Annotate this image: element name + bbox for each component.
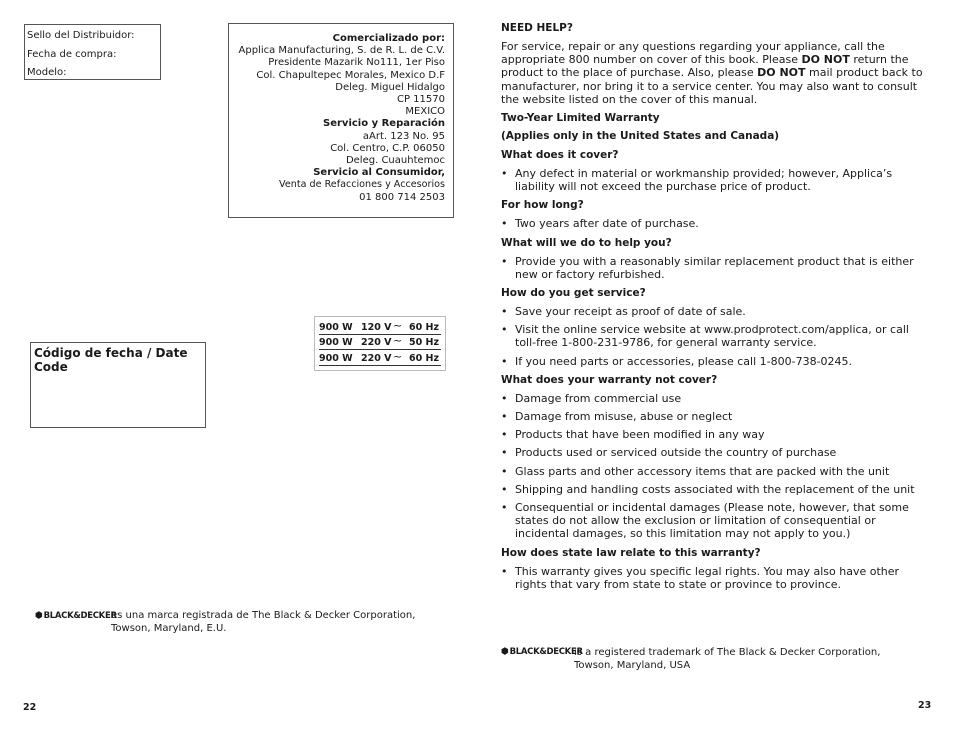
list-item-text: Damage from misuse, abuse or neglect xyxy=(515,410,733,424)
list-item-text: Provide you with a reasonably similar replacement product that is either new or factory refurbished. xyxy=(515,254,914,281)
brand-logo xyxy=(35,611,117,621)
address-line: Presidente Mazarik No111, 1er Piso xyxy=(268,57,445,69)
brand-logo xyxy=(501,647,583,657)
bullet-icon: • xyxy=(501,254,508,268)
list-item xyxy=(501,501,926,541)
list-item-text: This warranty gives you specific legal rights. You may also have other rights that vary from state to state or province to province. xyxy=(515,564,900,591)
emphasis-text: DO NOT xyxy=(801,53,850,67)
need-help-paragraph xyxy=(501,40,926,106)
section-heading: What will we do to help you? xyxy=(501,236,672,249)
list-item-text: Damage from commercial use xyxy=(515,391,682,405)
list-item-text: Glass parts and other accessory items that are packed with the unit xyxy=(515,464,890,478)
service-line: aArt. 123 No. 95 xyxy=(362,130,445,142)
warranty-title: Two-Year Limited Warranty xyxy=(501,112,660,125)
bullet-icon: • xyxy=(501,354,508,368)
list-item xyxy=(501,428,926,441)
bullet-icon: • xyxy=(501,564,508,578)
rating-volts: 220 V xyxy=(361,337,392,348)
paragraph-text: For service, repair or any questions regarding your appliance, call the appropriate 800 number on cover of this book. Please xyxy=(501,40,885,67)
paragraph-text: mail product back to manufacturer, nor bring it to a service center. You may also want to consult the website listed on the cover of this manual. xyxy=(501,66,923,106)
rating-row xyxy=(319,350,441,366)
bullet-icon: • xyxy=(501,446,508,460)
list-item-text: Save your receipt as proof of date of sale. xyxy=(515,305,746,319)
list-item-text: Any defect in material or workmanship provided; however, Applica’s liability will not exceed the purchase price of product. xyxy=(515,167,893,194)
address-line: Col. Chapultepec Morales, Mexico D.F xyxy=(256,69,445,81)
bullet-icon: • xyxy=(501,501,508,515)
list-item-text: If you need parts or accessories, please call 1-800-738-0245. xyxy=(515,354,853,368)
list-item xyxy=(501,483,926,496)
trademark-text xyxy=(111,610,415,635)
rating-watts: 900 W xyxy=(319,322,353,333)
address-line: Deleg. Miguel Hidalgo xyxy=(335,81,445,93)
purchase-date-label: Fecha de compra: xyxy=(27,48,117,60)
bullet-icon: • xyxy=(501,464,508,478)
address-line: CP 11570 xyxy=(396,94,445,106)
rating-hz: 60 Hz xyxy=(409,353,440,364)
list-item-text: Two years after date of purchase. xyxy=(515,217,699,231)
consumer-heading: Servicio al Consumidor, xyxy=(313,167,445,179)
bullet-icon: • xyxy=(501,391,508,405)
service-line: Col. Centro, C.P. 06050 xyxy=(330,142,445,154)
section-heading: For how long? xyxy=(501,199,584,212)
list-item xyxy=(501,217,926,230)
ac-tilde-icon: ~ xyxy=(393,319,403,332)
bullet-icon: • xyxy=(501,217,508,231)
company-name: Applica Manufacturing, S. de R. L. de C.V. xyxy=(238,45,445,57)
list-item-text: Visit the online service website at www.prodprotect.com/applica, or call toll-free 1-800-231-9786, for general warranty service. xyxy=(515,323,909,350)
rating-volts: 220 V xyxy=(361,353,392,364)
hexagon-icon: ⬢ xyxy=(501,647,509,657)
bullet-icon: • xyxy=(501,410,508,424)
list-item xyxy=(501,392,926,405)
rating-hz: 50 Hz xyxy=(409,337,440,348)
list-item xyxy=(501,355,926,368)
hexagon-icon: ⬢ xyxy=(35,611,43,621)
model-label: Modelo: xyxy=(27,67,67,78)
rating-table xyxy=(314,316,446,371)
trademark-line: Towson, Maryland, E.U. xyxy=(111,622,227,634)
bullet-icon: • xyxy=(501,323,508,337)
section-heading: What does your warranty not cover? xyxy=(501,373,718,386)
bullet-icon: • xyxy=(501,305,508,319)
date-code-label: Código de fecha / Date Code xyxy=(34,346,188,374)
ac-tilde-icon: ~ xyxy=(393,350,403,363)
list-item xyxy=(501,323,926,349)
page-number: 23 xyxy=(918,700,932,711)
list-item xyxy=(501,465,926,478)
ac-tilde-icon: ~ xyxy=(393,334,403,347)
phone-number: 01 800 714 2503 xyxy=(359,191,445,203)
marketer-heading: Comercializado por: xyxy=(332,33,445,44)
bullet-icon: • xyxy=(501,428,508,442)
date-code-box xyxy=(30,342,206,428)
list-item-text: Products that have been modified in any way xyxy=(515,428,765,442)
brand-logo-text: BLACK&DECKER xyxy=(43,611,117,621)
rating-volts: 120 V xyxy=(361,322,392,333)
rating-row xyxy=(319,319,441,335)
list-item xyxy=(501,167,926,193)
trademark-line: es una marca registrada de The Black & Decker Corporation, xyxy=(111,610,416,621)
warranty-sections xyxy=(501,149,926,591)
emphasis-text: DO NOT xyxy=(757,66,806,80)
list-item xyxy=(501,305,926,318)
rating-hz: 60 Hz xyxy=(409,322,440,333)
list-item-text: Consequential or incidental damages (Please note, however, that some states do not allow the exclusion or limitation of consequential or incidental damages, so this limitation may not apply to you.) xyxy=(515,501,909,541)
trademark-line: is a registered trademark of The Black & Decker Corporation, xyxy=(574,647,881,658)
need-help-heading: NEED HELP? xyxy=(501,22,573,34)
rating-watts: 900 W xyxy=(319,353,353,364)
list-item xyxy=(501,410,926,423)
distributor-stamp-box xyxy=(24,24,161,80)
stamp-label: Sello del Distribuidor: xyxy=(27,30,135,41)
section-heading: How does state law relate to this warranty? xyxy=(501,546,761,559)
warranty-column xyxy=(501,22,926,591)
bullet-icon: • xyxy=(501,167,508,181)
address-line: MEXICO xyxy=(405,106,445,118)
trademark-text xyxy=(574,647,880,672)
trademark-line: Towson, Maryland, USA xyxy=(574,659,691,671)
rating-watts: 900 W xyxy=(319,337,353,348)
section-heading: How do you get service? xyxy=(501,287,646,300)
paragraph-text: return the product to the place of purchase. Also, please xyxy=(501,53,909,80)
warranty-scope: (Applies only in the United States and Canada) xyxy=(501,130,780,143)
service-heading: Servicio y Reparación xyxy=(323,118,445,130)
list-item-text: Shipping and handling costs associated with the replacement of the unit xyxy=(515,482,915,496)
page-number: 22 xyxy=(23,702,37,713)
service-line: Deleg. Cuauhtemoc xyxy=(345,155,445,167)
marketer-info-box xyxy=(228,23,454,218)
rating-row xyxy=(319,334,441,350)
list-item xyxy=(501,565,926,591)
brand-logo-text: BLACK&DECKER xyxy=(509,647,583,657)
list-item xyxy=(501,255,926,281)
section-heading: What does it cover? xyxy=(501,149,619,162)
bullet-icon: • xyxy=(501,482,508,496)
consumer-line: Venta de Refacciones y Accesorios xyxy=(279,179,445,191)
list-item xyxy=(501,446,926,459)
list-item-text: Products used or serviced outside the country of purchase xyxy=(515,446,837,460)
